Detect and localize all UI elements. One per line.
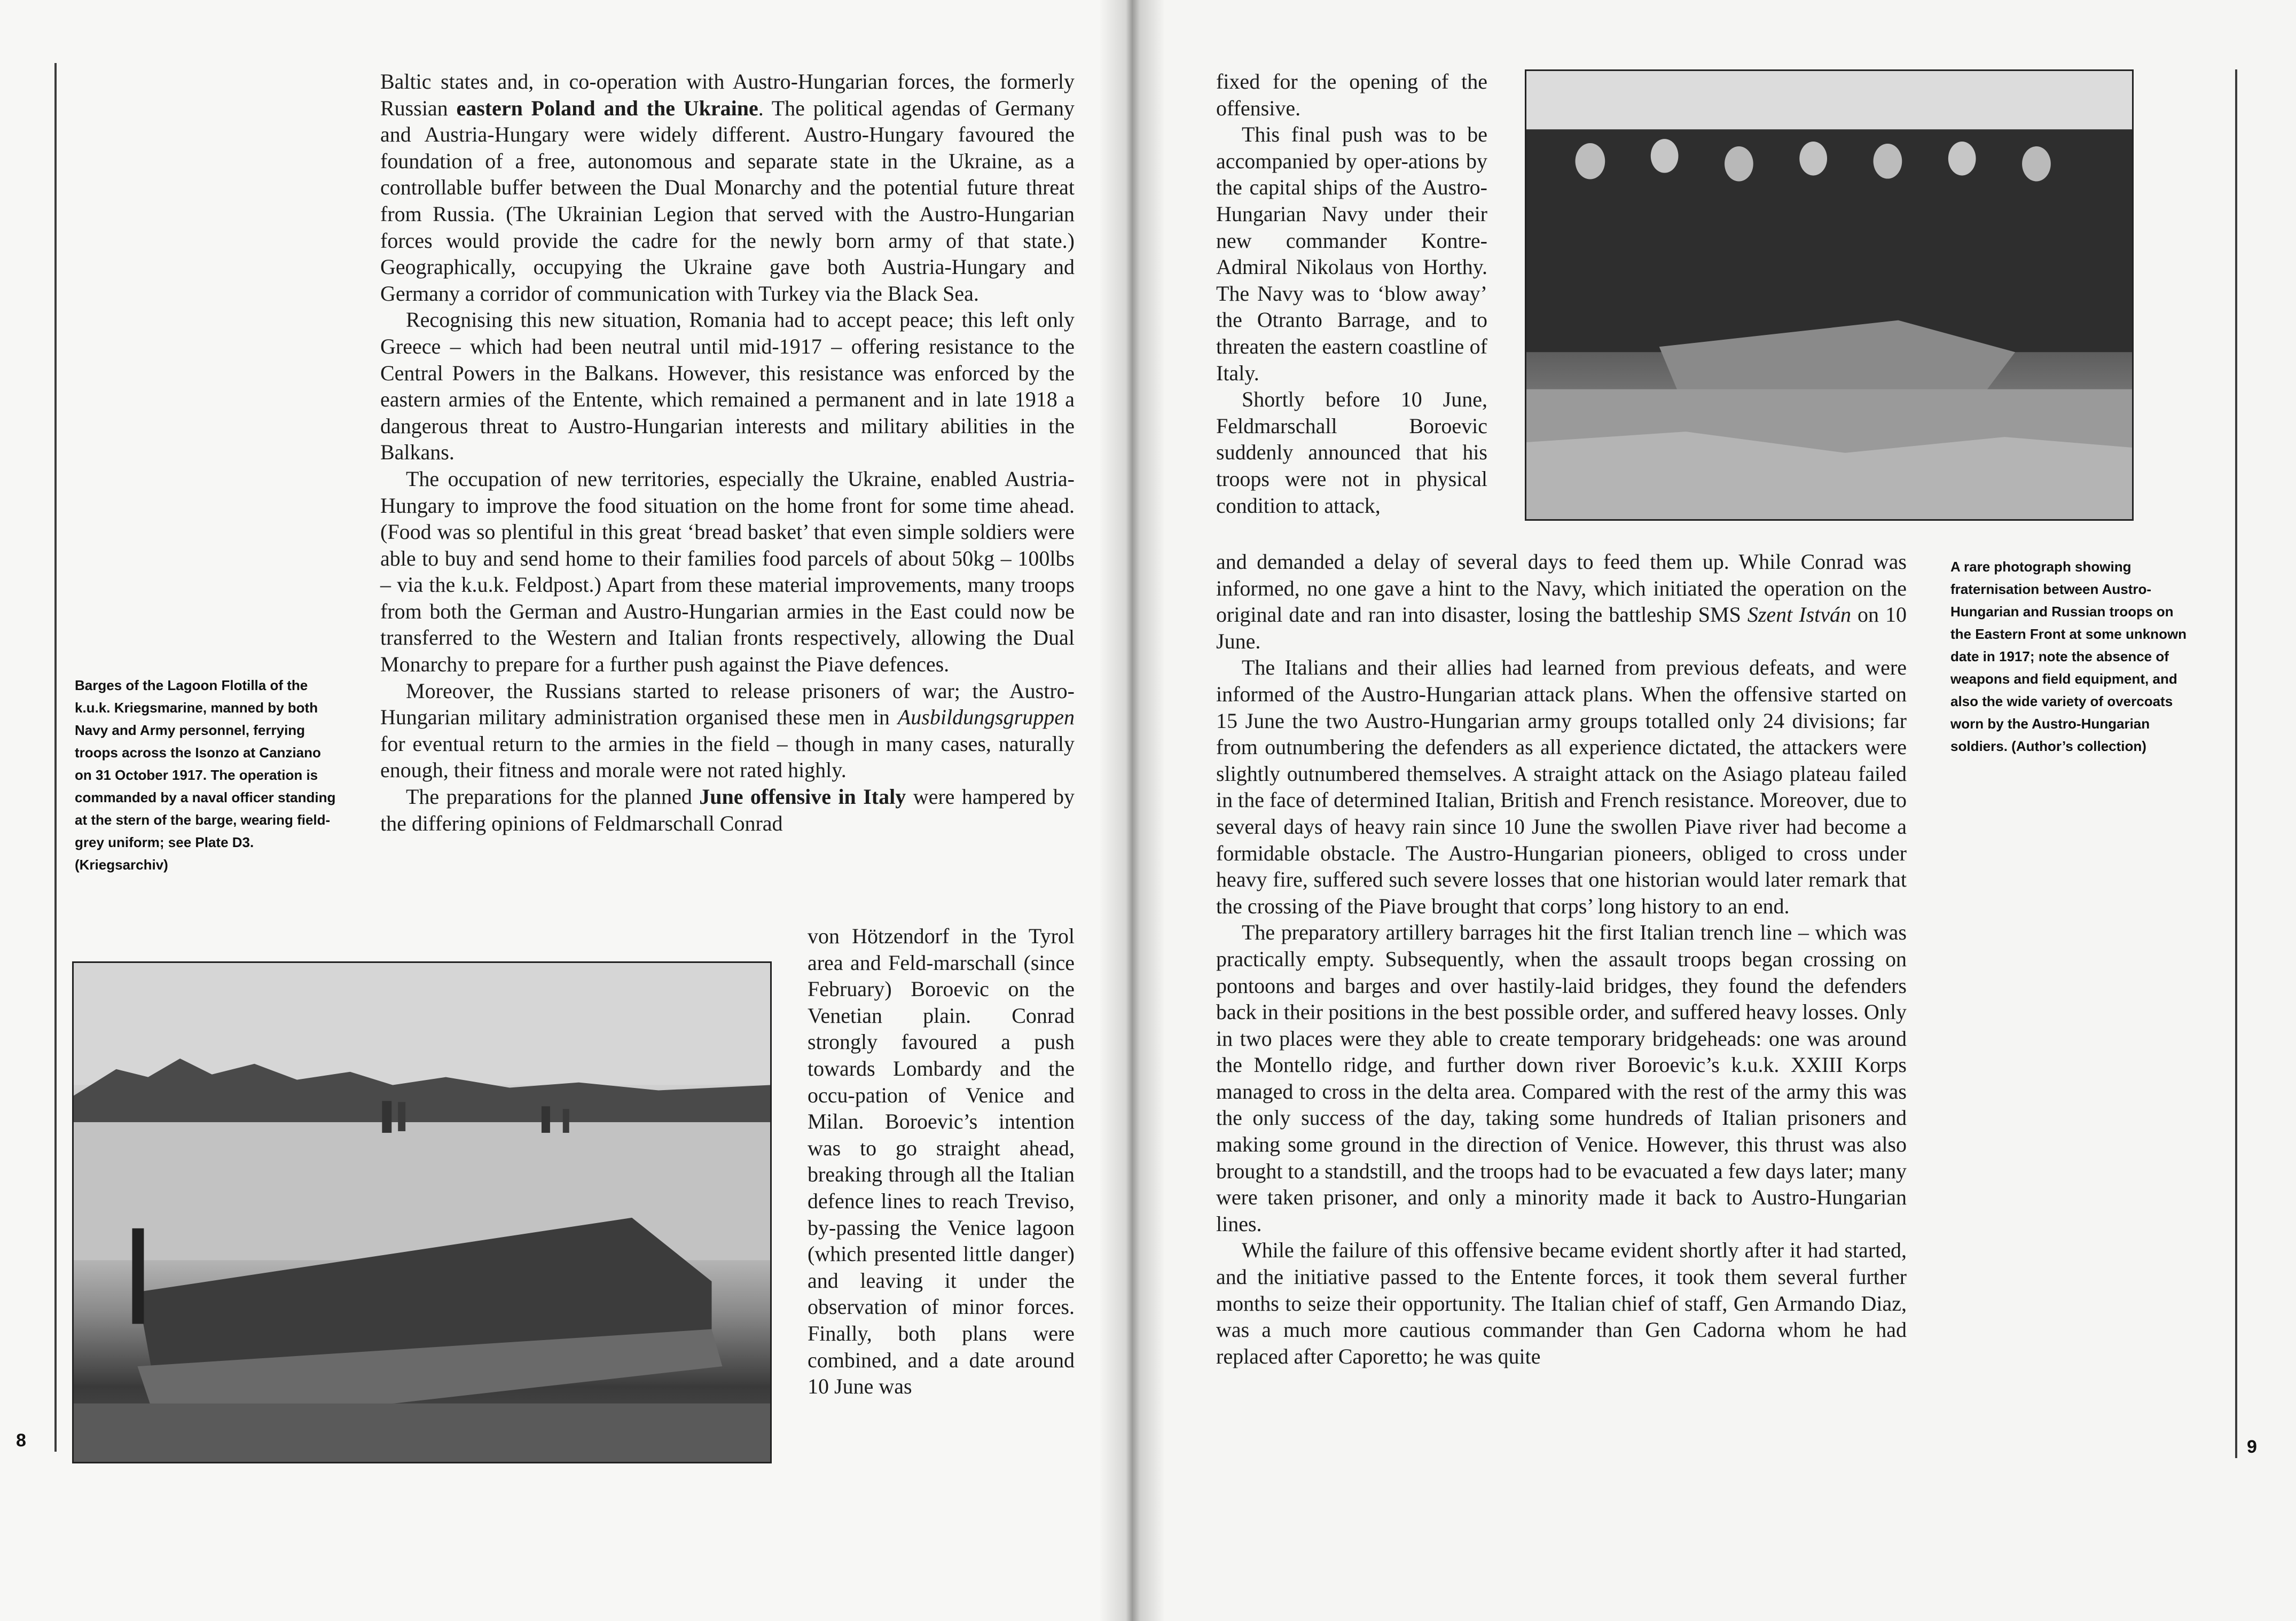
paragraph: fixed for the opening of the offensive. <box>1216 69 1487 120</box>
barge-photo-image <box>74 963 770 1462</box>
left-main-column <box>380 68 1075 836</box>
right-margin-rule <box>2235 69 2237 1458</box>
fraternisation-photo-caption: A rare photograph showing fraternisation between Austro-Hungarian and Russian troops on the Eastern Front at some unknown date in 1917; note the absence of weapons and field equipment, and also the wide variety of overcoats worn by the Austro-Hungarian soldiers. (Author’s collection) <box>1950 559 2187 754</box>
book-gutter <box>1100 0 1164 1621</box>
left-narrow-column <box>808 923 1075 1400</box>
paragraph: This final push was to be accompanied by oper-ations by the capital ships of the Austro-Hungarian Navy under their new commander Kontre-Admiral Nikolaus von Horthy. The Navy was to ‘blow away’ the Otranto Barrage, and to threaten the eastern coastline of Italy. <box>1216 122 1487 385</box>
paragraph: The Italians and their allies had learned from previous defeats, and were informed of the Austro-Hungarian attack plans. When the offensive started on 15 June the two Austro-Hungarian army groups totalled only 24 divisions; far from outnumbering the defenders as all experience dictated, the attackers were slightly outnumbered themselves. A straight attack on the Asiago plateau failed in the face of determined Italian, British and French resistance. Moreover, due to several days of heavy rain since 10 June the swollen Piave river had become a formidable obstacle. The Austro-Hungarian pioneers, obliged to cross under heavy fire, suffered such severe losses that one historian would later remark that the crossing of the Piave brought that corps’ long history to an end. <box>1216 655 1907 918</box>
paragraph: Recognising this new situation, Romania had to accept peace; this left only Greece – which had been neutral until mid-1917 – offering resistance to the Central Powers in the Balkans. However, this resistance was enforced by the eastern armies of the Entente, which remained a permanent and in late 1918 a dangerous threat to Austro-Hungarian interests and military abilities in the Balkans. <box>380 308 1075 465</box>
paragraph: While the failure of this offensive became evident shortly after it had started, and the initiative passed to the Entente forces, it took them several further months to seize their opportunity. The Italian chief of staff, Gen Armando Diaz, was a much more cautious commander than Gen Cadorna whom he had replaced after Caporetto; he was quite <box>1216 1238 1907 1368</box>
paragraph: and demanded a delay of several days to feed them up. While Conrad was informed, no one gave a hint to the Navy, which initiated the operation on the original date and ran into disaster, losing the battleship SMS Szent István on 10 June. <box>1216 550 1907 653</box>
left-margin-rule <box>54 63 57 1452</box>
barge-photograph <box>72 961 772 1463</box>
paragraph: The preparations for the planned June offensive in Italy were hampered by the differing opinions of Feldmarschall Conrad <box>380 785 1075 835</box>
right-narrow-column <box>1216 68 1487 519</box>
paragraph: Moreover, the Russians started to release prisoners of war; the Austro-Hungarian military administration organised these men in Ausbildungsgruppen for eventual return to the armies in the field – though in many cases, naturally enough, their fitness and morale were not rated highly. <box>380 678 1075 782</box>
right-main-column <box>1216 549 1907 1369</box>
barge-photo-caption: Barges of the Lagoon Flotilla of the k.u.k. Kriegsmarine, manned by both Navy and Army personnel, ferrying troops across the Isonzo at Canziano on 31 October 1917. The operation is commanded by a naval officer standing at the stern of the barge, wearing field-grey uniform; see Plate D3. (Kriegsarchiv) <box>75 677 336 873</box>
fraternisation-photograph <box>1525 69 2134 521</box>
paragraph: The occupation of new territories, especially the Ukraine, enabled Austria-Hungary to improve the food situation on the home front for some time ahead. (Food was so plentiful in this great ‘bread basket’ that even simple soldiers were able to buy and send home to their families food parcels of about 50kg – 100lbs – via the k.u.k. Feldpost.) Apart from these material improvements, many troops from both the German and Austro-Hungarian armies in the East could now be transferred to the Western and Italian fronts respectively, allowing the Dual Monarchy to prepare for a further push against the Piave defences. <box>380 466 1075 677</box>
troops-photo-image <box>1526 71 2132 519</box>
paragraph: The preparatory artillery barrages hit the first Italian trench line – which was practically empty. Subsequently, when the assault troops began crossing on pontoons and barges and over hastily-laid bridges, they found the defenders back in their positions in the best possible order, and suffered heavy losses. Only in two places were they able to create temporary bridgeheads: one was around the Montello ridge, and further down river Boroevic’s k.u.k. XXIII Korps managed to cross in the delta area. Compared with the rest of the army this was the only success of the day, taking some hundreds of Italian prisoners and making some ground in the direction of Venice. However, this thrust was also brought to a standstill, and the troops had to be evacuated a few days later; many were taken prisoner, and only a minority made it back to Austro-Hungarian lines. <box>1216 920 1907 1236</box>
paragraph: Shortly before 10 June, Feldmarschall Boroevic suddenly announced that his troops were not in physical condition to attack, <box>1216 387 1487 518</box>
paragraph: Baltic states and, in co-operation with Austro-Hungarian forces, the formerly Russian eastern Poland and the Ukraine. The political agendas of Germany and Austria-Hungary were widely different. Austro-Hungary favoured the foundation of a free, autonomous and separate state in the Ukraine, as a controllable buffer between the Dual Monarchy and the potential future threat from Russia. (The Ukrainian Legion that served with the Austro-Hungarian forces would provide the cadre for the newly born army of that state.) Geographically, occupying the Ukraine gave both Austria-Hungary and Germany a corridor of communication with Turkey via the Black Sea. <box>380 69 1075 306</box>
page-number-left: 8 <box>16 1430 26 1451</box>
page-number-right: 9 <box>2247 1437 2257 1457</box>
paragraph: von Hötzendorf in the Tyrol area and Feld-marschall (since February) Boroevic on the Venetian plain. Conrad strongly favoured a push towards Lombardy and the occu-pation of Venice and Milan. Boroevic’s intention was to go straight ahead, breaking through all the Italian defence lines to reach Treviso, by-passing the Venice lagoon (which presented little danger) and leaving it under the observation of minor forces. Finally, both plans were combined, and a date around 10 June was <box>808 924 1075 1399</box>
